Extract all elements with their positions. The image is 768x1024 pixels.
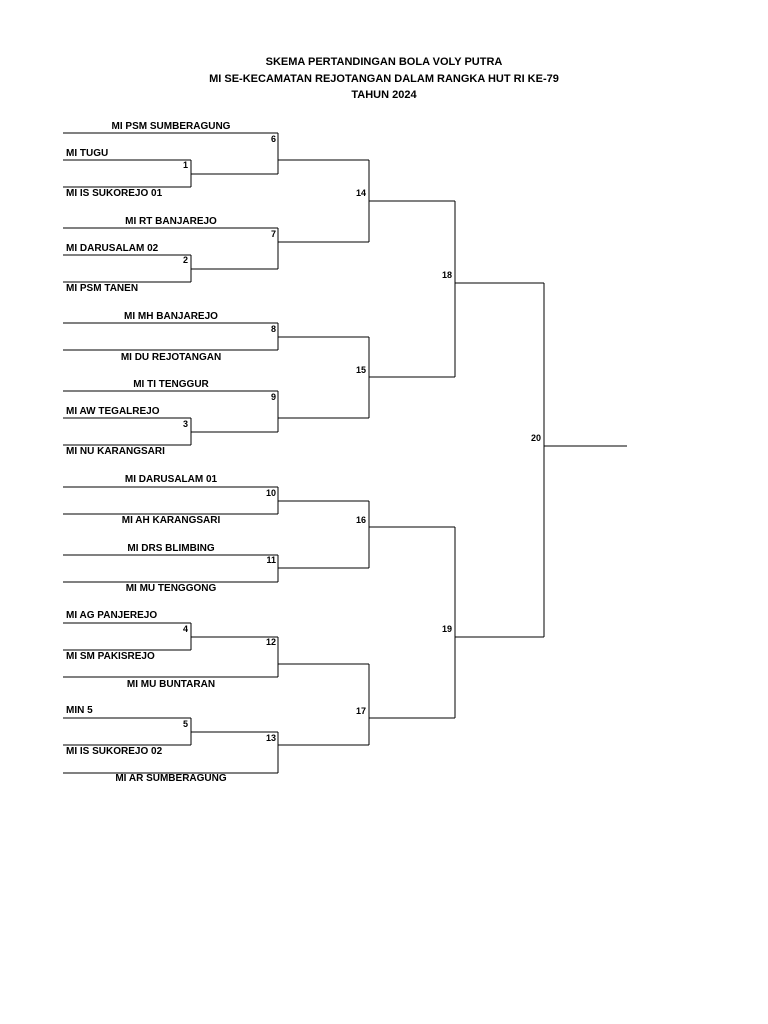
team-rt-banjarejo: MI RT BANJAREJO [125, 216, 217, 227]
match-number-5: 5 [182, 719, 188, 729]
team-darusalam-01: MI DARUSALAM 01 [124, 474, 218, 485]
match-number-10: 10 [265, 488, 276, 498]
match-number-6: 6 [270, 134, 276, 144]
team-labels [66, 121, 231, 784]
match-number-16: 16 [355, 515, 366, 525]
match-number-2: 2 [182, 255, 188, 265]
team-min-5: MIN 5 [66, 705, 93, 716]
team-ar-sumberagung: MI AR SUMBERAGUNG [115, 773, 227, 784]
match-number-17: 17 [355, 706, 366, 716]
team-psm-tanen: MI PSM TANEN [66, 283, 139, 294]
match-number-9: 9 [270, 392, 276, 402]
team-is-sukorejo-01: MI IS SUKOREJO 01 [66, 188, 163, 199]
title-line-2: MI SE-KECAMATAN REJOTANGAN DALAM RANGKA HUT RI KE-79 [209, 73, 559, 85]
title-line-3: TAHUN 2024 [351, 89, 417, 101]
team-is-sukorejo-02: MI IS SUKOREJO 02 [66, 746, 163, 757]
team-mu-buntaran: MI MU BUNTARAN [126, 679, 216, 690]
team-nu-karangsari: MI NU KARANGSARI [66, 446, 165, 457]
match-number-20: 20 [530, 433, 541, 443]
team-ti-tenggur: MI TI TENGGUR [133, 379, 209, 390]
team-du-rejotangan: MI DU REJOTANGAN [120, 352, 222, 363]
match-number-3: 3 [182, 419, 188, 429]
title-line-1: SKEMA PERTANDINGAN BOLA VOLY PUTRA [265, 56, 503, 68]
team-tugu: MI TUGU [66, 148, 109, 159]
team-ag-panjerejo: MI AG PANJEREJO [66, 610, 158, 621]
match-number-7: 7 [270, 229, 276, 239]
team-sm-pakisrejo: MI SM PAKISREJO [66, 651, 155, 662]
match-number-8: 8 [270, 324, 276, 334]
match-number-15: 15 [355, 365, 366, 375]
match-number-18: 18 [441, 270, 452, 280]
match-number-14: 14 [355, 188, 366, 198]
match-number-4: 4 [182, 624, 188, 634]
team-drs-blimbing: MI DRS BLIMBING [127, 543, 215, 554]
team-mh-banjarejo: MI MH BANJAREJO [124, 311, 218, 322]
team-darusalam-02: MI DARUSALAM 02 [66, 243, 159, 254]
match-number-19: 19 [441, 624, 452, 634]
team-psm-sumberagung: MI PSM SUMBERAGUNG [111, 121, 231, 132]
match-number-13: 13 [265, 733, 276, 743]
team-ah-karangsari: MI AH KARANGSARI [121, 515, 221, 526]
match-numbers [183, 134, 541, 743]
match-number-1: 1 [182, 160, 188, 170]
match-number-11: 11 [266, 555, 276, 565]
match-number-12: 12 [265, 637, 276, 647]
team-mu-tenggong: MI MU TENGGONG [125, 583, 217, 594]
team-aw-tegalrejo: MI AW TEGALREJO [66, 406, 160, 417]
